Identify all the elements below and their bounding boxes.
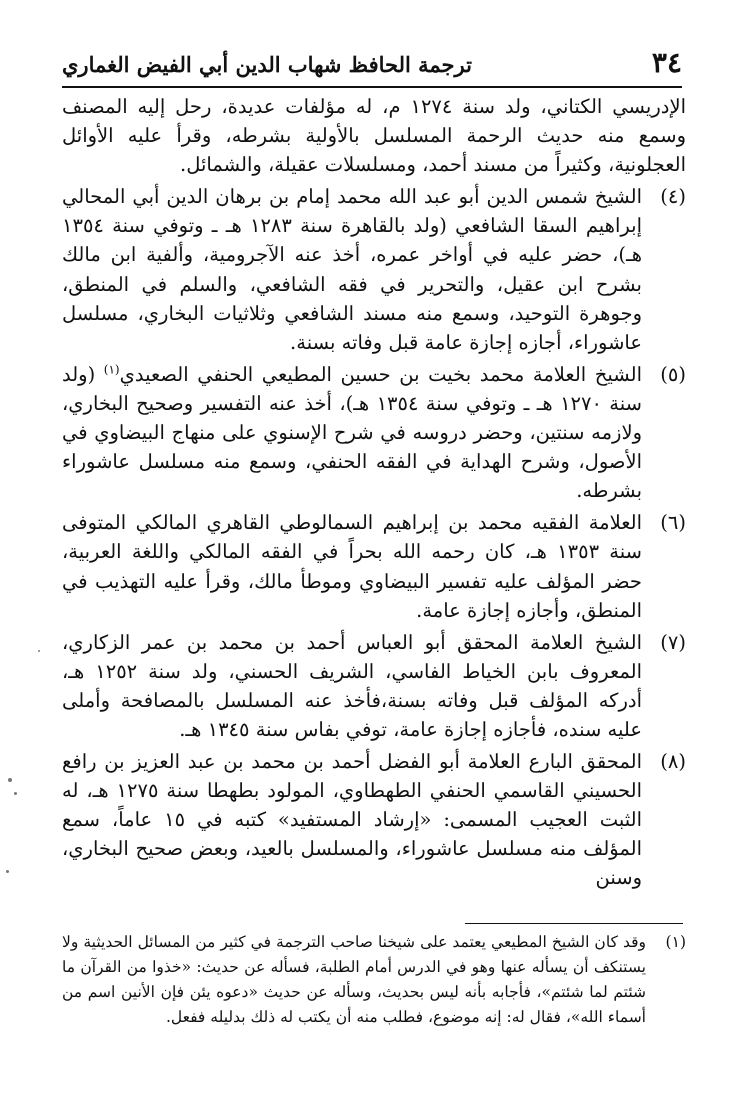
scan-speck — [8, 778, 12, 782]
entry-number: (٤) — [660, 185, 686, 209]
entry-number: (٥) — [660, 362, 686, 386]
entry-text: الشيخ شمس الدين أبو عبد الله محمد إمام بن برهان الدين أبي المحالي إبراهيم السقا الشافعي (ولد بالقاهرة سنة ١٢٨٣ هـ ـ وتوفي سنة ١٣٥٤ هـ)، حضر عليه في أواخر عمره، أخذ عنه الآجرومية، وألفية ابن مالك بشرح ابن عقيل، والتحرير في فقه الشافعي، والسلم في المنطق، وجوهرة التوحيد، وسمع منه مسند الشافعي وثلاثيات البخاري، مسلسل عاشوراء، أجازه إجازة عامة قبل وفاته بسنة. — [62, 185, 642, 354]
footnote — [62, 930, 686, 1030]
scan-speck — [38, 650, 40, 652]
entry-text-part: الشيخ العلامة محمد بخيت بن حسين المطيعي الحنفي الصعيدي — [119, 362, 642, 386]
page-number: ٣٤ — [651, 46, 682, 79]
entry-text: الشيخ العلامة المحقق أبو العباس أحمد بن محمد بن عمر الزكاري، المعروف بابن الخياط الفاسي، الشريف الحسني، ولد سنة ١٢٥٢ هـ، أدركه المؤلف قبل وفاته بسنة،فأخذ عنه المسلسل بالمصافحة وأملى عليه سنده، فأجازه إجازة عامة، توفي بفاس سنة ١٣٤٥ هـ. — [62, 630, 642, 741]
entry-4 — [62, 182, 686, 357]
footnote-reference: (١) — [103, 362, 120, 377]
entry-number: (٧) — [660, 630, 686, 654]
scan-speck — [14, 792, 17, 795]
entry-text — [62, 360, 648, 505]
intro-paragraph: الإدريسي الكتاني، ولد سنة ١٢٧٤ م، له مؤلفات عديدة، رحل إليه المصنف وسمع منه حديث الرحمة المسلسل بالأولية بشرطه، وقرأ عليه الأوائل العجلونية، وكثيراً من مسند أحمد، ومسلسلات عقيلة، والشمائل. — [62, 95, 686, 177]
entry-number: (٦) — [660, 511, 686, 535]
entry-text: العلامة الفقيه محمد بن إبراهيم السمالوطي القاهري المالكي المتوفى سنة ١٣٥٣ هـ، كان رحمه الله بحراً في الفقه المالكي واللغة العربية، حضر المؤلف عليه تفسير البيضاوي وموطأ مالك، وقرأ عليه التهذيب في المنطق، وأجازه إجازة عامة. — [62, 511, 642, 622]
entry-6 — [62, 508, 686, 624]
running-title: ترجمة الحافظ شهاب الدين أبي الفيض الغماري — [62, 52, 472, 77]
entry-number: (٨) — [660, 750, 686, 774]
entry-text-part: (ولد سنة ١٢٧٠ هـ ـ وتوفي سنة ١٣٥٤ هـ)، أخذ عنه التفسير وصحيح البخاري، ولازمه سنتين، وحضر دروسه في شرح الإسنوي على منهاج البيضاوي في الأصول، وشرح الهداية في الفقه الحنفي، وسمع منه مسلسل عاشوراء بشرطه. — [62, 362, 642, 503]
scan-speck — [6, 870, 9, 873]
footnote-separator — [465, 923, 683, 924]
header-rule — [62, 86, 682, 88]
footnote-text: وقد كان الشيخ المطيعي يعتمد على شيخنا صاحب الترجمة في كثير من المسائل الحديثية ولا يستنكف أن يسأله عنها وهو في الدرس أمام الطلبة، فسأله عن حديث: «خذوا من القرآن ما شئتم لما شئتم»، فأجابه بأنه ليس بحديث، وسأله عن حديث «دعوه يئن فإن الأنين اسم من أسماء الله»، فقال له: إنه موضوع، فطلب منه أن يكتب له ذلك بدليله ففعل. — [62, 933, 646, 1026]
main-text — [62, 92, 686, 893]
footnote-number: (١) — [665, 933, 686, 951]
entry-5 — [62, 360, 686, 505]
entry-text: المحقق البارع العلامة أبو الفضل أحمد بن محمد بن عبد العزيز بن رافع الحسيني القاسمي الحنفي الطهطاوي، المولود بطهطا سنة ١٢٧٥ هـ، له الثبت العجيب المسمى: «إرشاد المستفيد» كتبه في ١٥ عاماً، سمع المؤلف منه مسلسل عاشوراء، والمسلسل بالعيد، وبعض صحيح البخاري، وسنن — [62, 750, 642, 890]
page-header — [62, 44, 682, 84]
entry-7 — [62, 628, 686, 744]
entry-8 — [62, 747, 686, 892]
